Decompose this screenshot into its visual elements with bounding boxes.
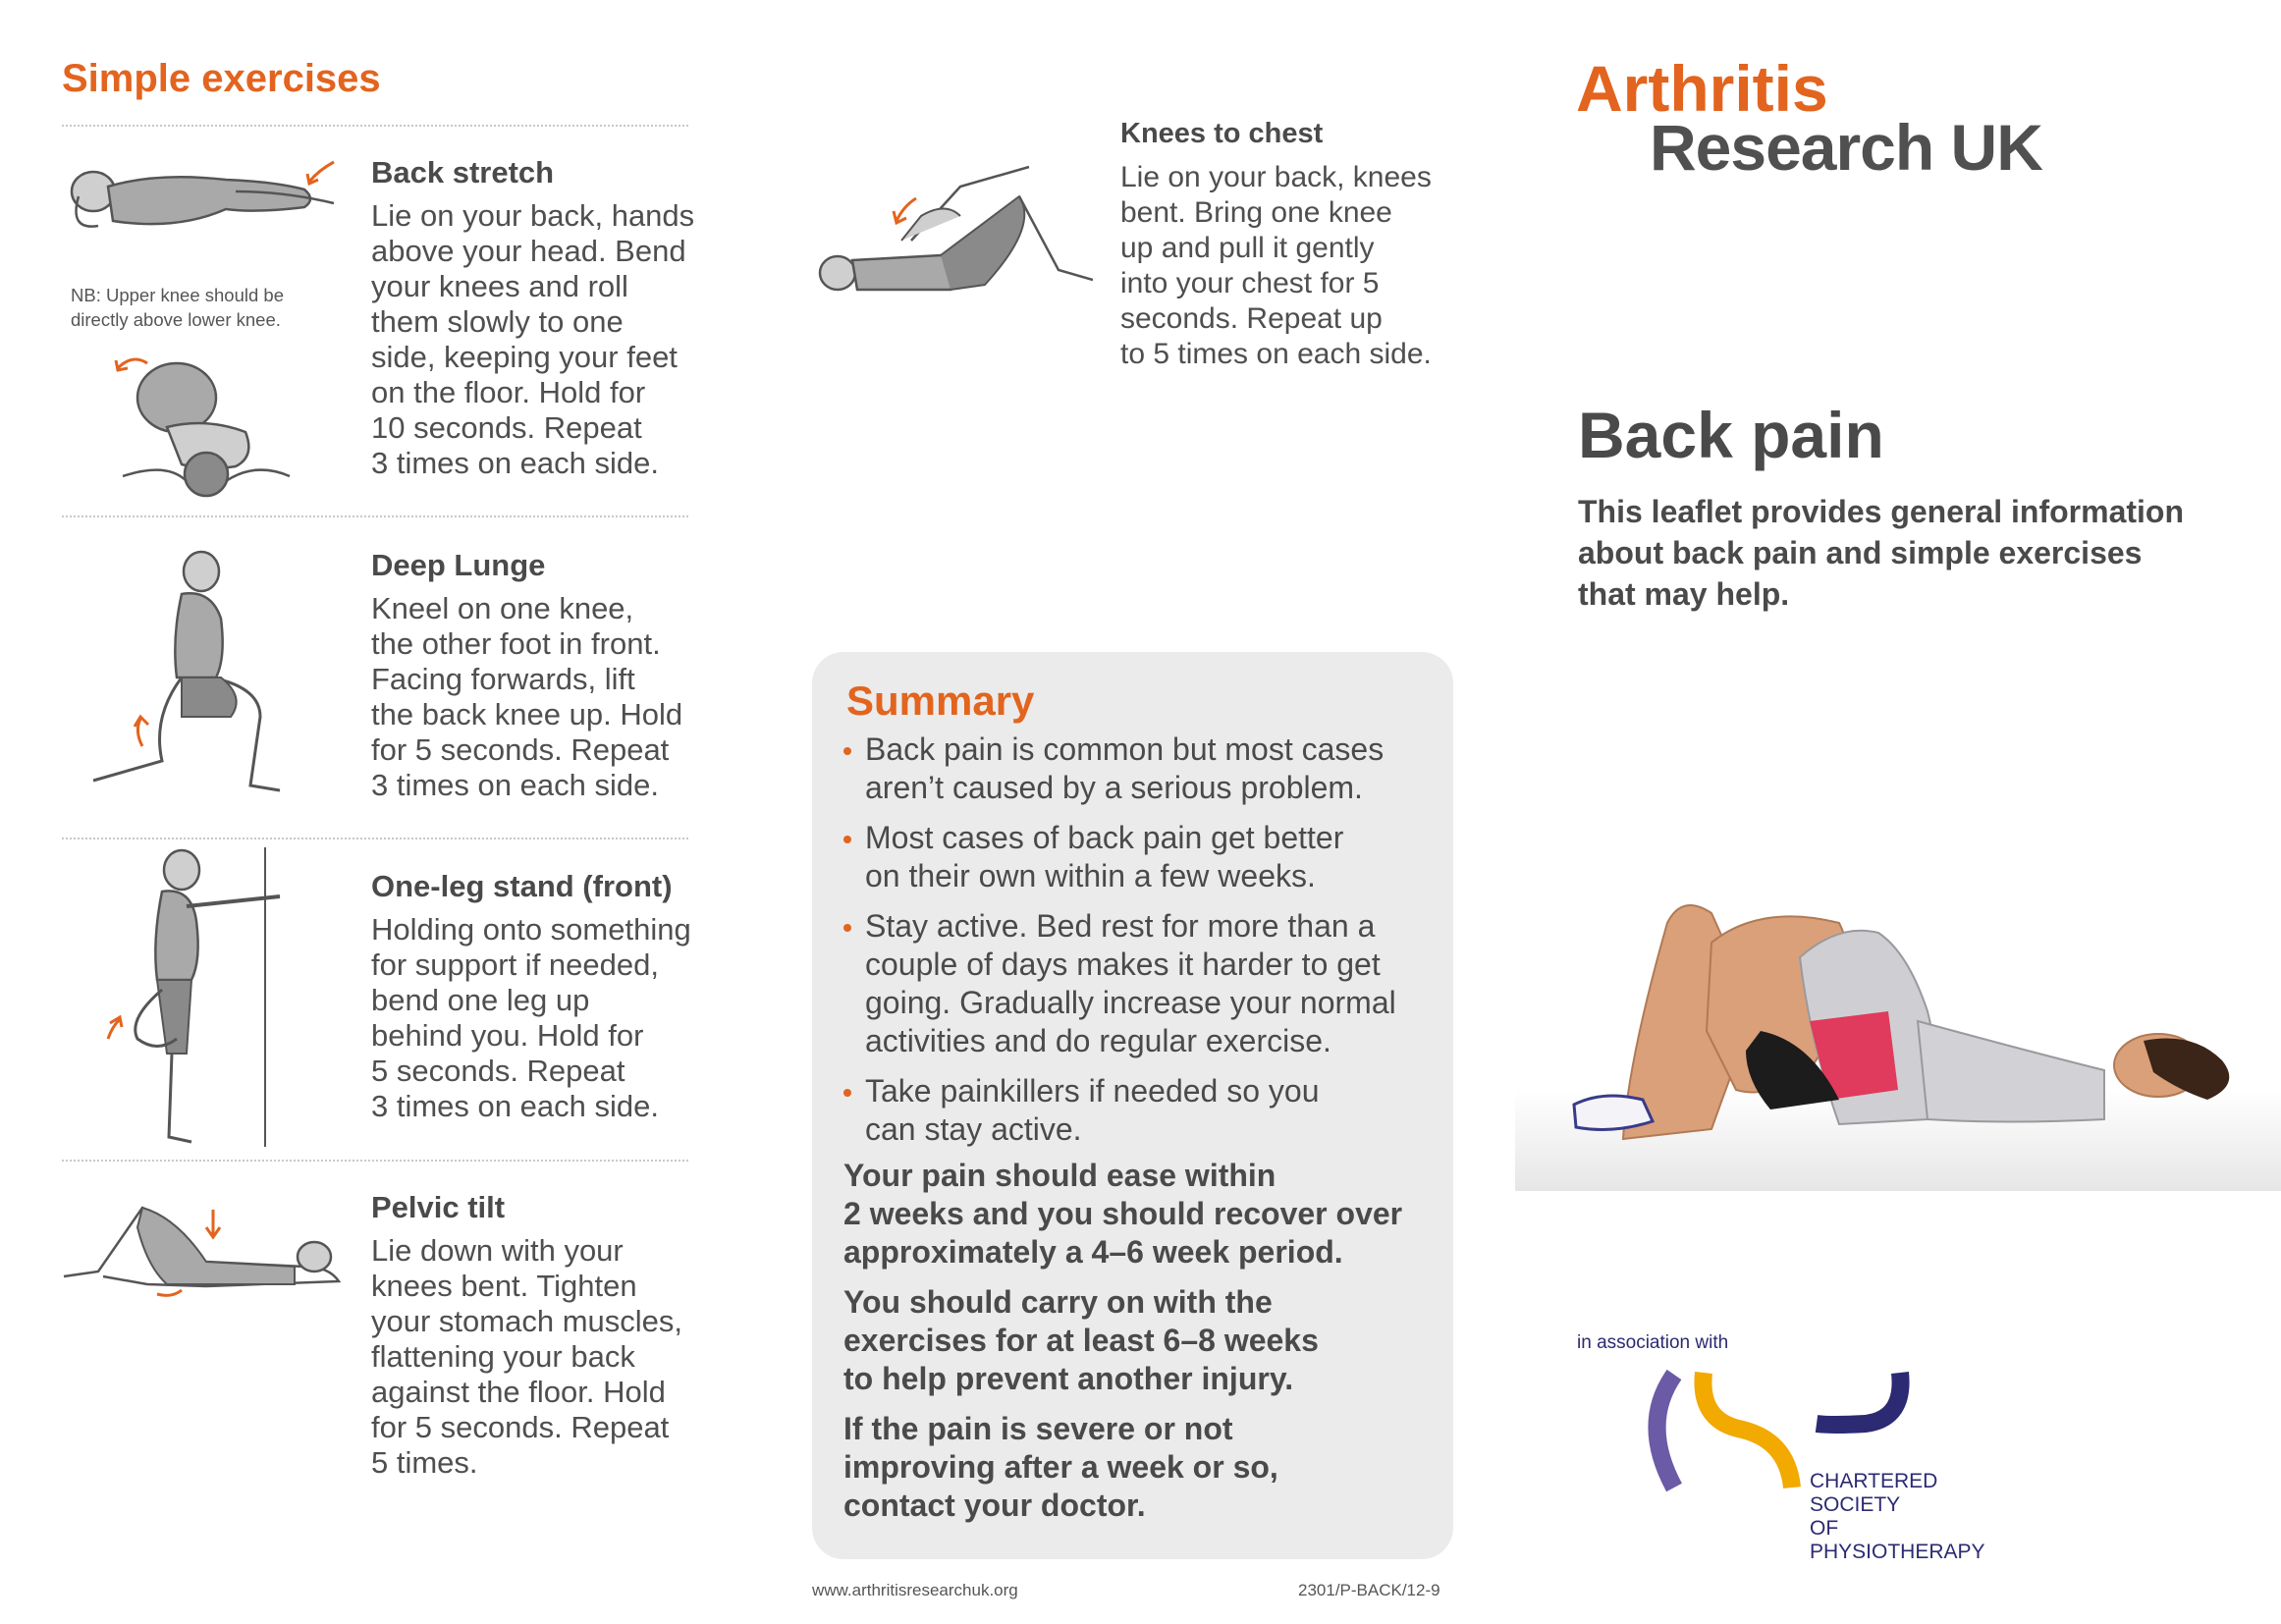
line: can stay active.	[865, 1111, 1082, 1147]
list-item	[842, 731, 1396, 807]
line: Most cases of back pain get better	[865, 820, 1344, 855]
line: 10 seconds. Repeat	[371, 410, 642, 445]
one-leg-stand-illustration	[98, 842, 295, 1152]
divider	[62, 125, 688, 127]
line: going. Gradually increase your normal	[865, 985, 1396, 1020]
back-stretch-top-view-illustration	[108, 349, 304, 506]
line: seconds. Repeat up	[1120, 302, 1383, 335]
exercise-knees-to-chest	[1120, 118, 1454, 372]
exercise-description	[371, 591, 695, 803]
line: 3 times on each side.	[371, 768, 659, 802]
arthritis-research-uk-logo	[1576, 51, 2042, 185]
back-stretch-note	[71, 283, 284, 332]
line: side, keeping your feet	[371, 340, 678, 374]
line: on the floor. Hold for	[371, 375, 646, 409]
line: 2 weeks and you should recover over	[843, 1196, 1403, 1231]
line: Facing forwards, lift	[371, 662, 635, 696]
divider	[62, 838, 688, 839]
line: about back pain and simple exercises	[1578, 535, 2143, 570]
exercise-title: Back stretch	[371, 155, 555, 189]
back-stretch-illustration	[59, 152, 353, 270]
line: them slowly to one	[371, 304, 624, 339]
line: the other foot in front.	[371, 626, 661, 661]
line: CHARTERED	[1810, 1470, 1938, 1492]
exercise-title: Pelvic tilt	[371, 1190, 506, 1224]
line: Back pain is common but most cases	[865, 731, 1385, 767]
line: aren’t caused by a serious problem.	[865, 770, 1363, 805]
summary-title: Summary	[846, 677, 1035, 724]
line: If the pain is severe or not	[843, 1411, 1233, 1446]
line: knees bent. Tighten	[371, 1269, 637, 1303]
exercise-back-stretch	[371, 155, 695, 481]
line: couple of days makes it harder to get	[865, 947, 1381, 982]
exercise-one-leg-stand	[371, 869, 695, 1124]
divider	[62, 515, 688, 517]
exercise-title: One-leg stand (front)	[371, 869, 673, 903]
deep-lunge-illustration	[74, 550, 299, 805]
exercise-title: Deep Lunge	[371, 548, 546, 582]
line: 5 seconds. Repeat	[371, 1054, 625, 1088]
exercise-pelvic-tilt	[371, 1190, 695, 1481]
pelvic-tilt-illustration	[59, 1188, 353, 1301]
line: activities and do regular exercise.	[865, 1023, 1331, 1058]
line: your knees and roll	[371, 269, 628, 303]
page-subtitle	[1578, 491, 2184, 615]
logo-word-arthritis: rthritis	[1622, 52, 1828, 125]
line: against the floor. Hold	[371, 1375, 666, 1409]
line: bent. Bring one knee	[1120, 196, 1392, 229]
list-item	[842, 819, 1396, 895]
line: above your head. Bend	[371, 234, 686, 268]
line: contact your doctor.	[843, 1488, 1146, 1523]
line: to help prevent another injury.	[843, 1361, 1294, 1396]
line: Take painkillers if needed so you	[865, 1073, 1320, 1109]
line: bend one leg up	[371, 983, 590, 1017]
line: the back knee up. Hold	[371, 697, 683, 731]
exercise-description	[371, 1233, 695, 1481]
exercise-title: Knees to chest	[1120, 118, 1324, 149]
section-title: Simple exercises	[62, 57, 381, 100]
line: You should carry on with the	[843, 1284, 1273, 1320]
line: 3 times on each side.	[371, 446, 659, 480]
exercise-description	[371, 198, 695, 481]
line: for 5 seconds. Repeat	[371, 732, 670, 767]
line: exercises for at least 6–8 weeks	[843, 1323, 1319, 1358]
line: Lie on your back, hands	[371, 198, 695, 233]
line: your stomach muscles,	[371, 1304, 682, 1338]
note-line: directly above lower knee.	[71, 309, 281, 330]
line: Lie on your back, knees	[1120, 161, 1432, 193]
summary-box	[812, 652, 1453, 1559]
line: PHYSIOTHERAPY	[1810, 1541, 1985, 1563]
line: Holding onto something	[371, 912, 691, 947]
divider	[62, 1160, 688, 1162]
line: improving after a week or so,	[843, 1449, 1278, 1485]
line: into your chest for 5	[1120, 267, 1380, 299]
line: SOCIETY	[1810, 1493, 1901, 1516]
line: to 5 times on each side.	[1120, 338, 1432, 370]
csp-logo-text	[1810, 1470, 1985, 1564]
exercise-description	[371, 912, 695, 1124]
footer-code: 2301/P-BACK/12-9	[1298, 1581, 1440, 1599]
line: flattening your back	[371, 1339, 635, 1374]
line: that may help.	[1578, 576, 1790, 612]
line: OF	[1810, 1517, 1839, 1540]
line: on their own within a few weeks.	[865, 858, 1316, 893]
see-doctor-paragraph	[843, 1410, 1278, 1525]
line: for 5 seconds. Repeat	[371, 1410, 670, 1444]
note-line: NB: Upper knee should be	[71, 285, 284, 305]
line: Stay active. Bed rest for more than a	[865, 908, 1376, 944]
exercise-deep-lunge	[371, 548, 695, 803]
page-title: Back pain	[1578, 399, 1884, 471]
knees-to-chest-illustration	[813, 157, 1093, 304]
exercise-duration-paragraph	[843, 1283, 1319, 1398]
recovery-paragraph	[843, 1157, 1402, 1272]
line: Your pain should ease within	[843, 1158, 1276, 1193]
line: Lie down with your	[371, 1233, 624, 1268]
association-label: in association with	[1577, 1332, 1729, 1353]
line: up and pull it gently	[1120, 232, 1375, 264]
exercise-description	[1120, 160, 1454, 372]
woman-knee-to-chest-photo	[1515, 864, 2281, 1191]
footer-url: www.arthritisresearchuk.org	[812, 1581, 1018, 1599]
line: for support if needed,	[371, 947, 659, 982]
list-item	[842, 907, 1396, 1060]
line: This leaflet provides general information	[1578, 494, 2185, 529]
line: approximately a 4–6 week period.	[843, 1234, 1343, 1270]
line: behind you. Hold for	[371, 1018, 644, 1053]
logo-initial: A	[1576, 52, 1623, 125]
line: 5 times.	[371, 1445, 478, 1480]
line: Kneel on one knee,	[371, 591, 634, 625]
list-item	[842, 1072, 1396, 1149]
line: 3 times on each side.	[371, 1089, 659, 1123]
logo-word-research-uk: Research UK	[1650, 111, 2042, 184]
summary-bullets	[842, 731, 1396, 1161]
